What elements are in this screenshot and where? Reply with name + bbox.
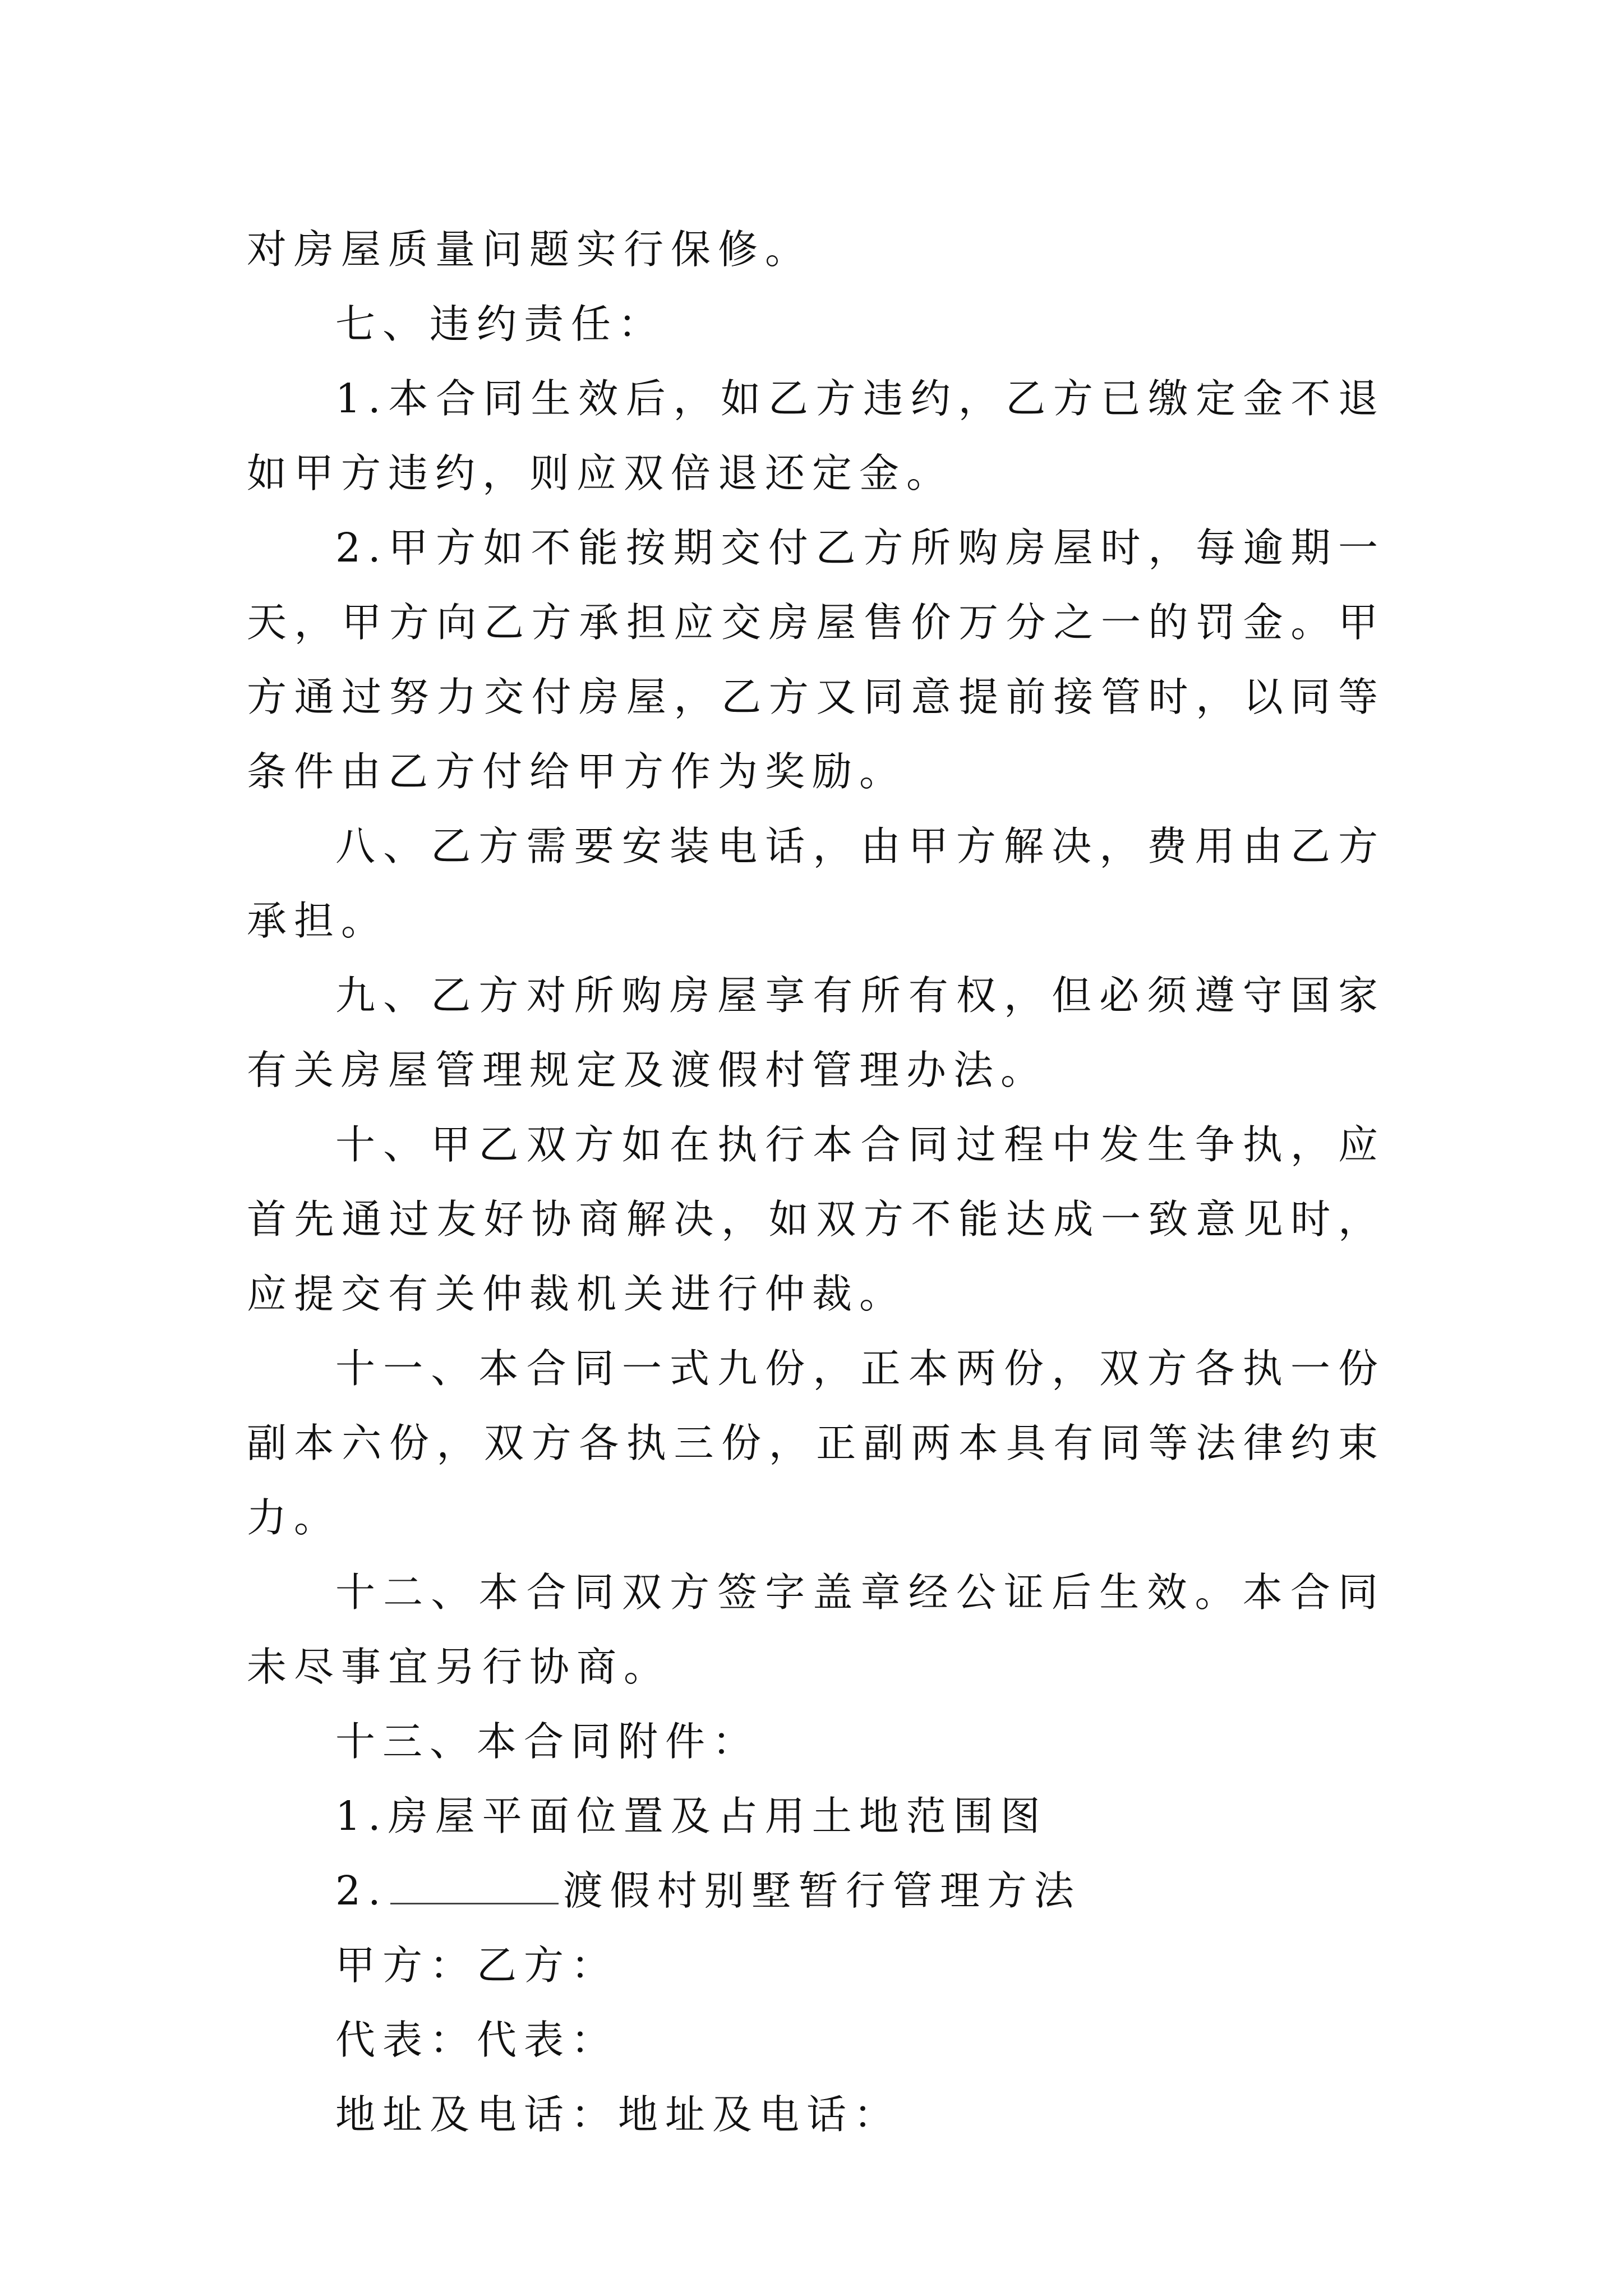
- clause-dispute: 十、甲乙双方如在执行本合同过程中发生争执，应首先通过友好协商解决，如双方不能达成一致意见时，应提交有关仲裁机关进行仲裁。: [247, 1121, 1385, 1317]
- clause-copies: 十一、本合同一式九份，正本两份，双方各执一份副本六份，双方各执三份，正副两本具有同等法律约束力。: [247, 1345, 1385, 1541]
- attachment-item-2: [247, 1853, 1385, 1928]
- clause-deposit: 1.本合同生效后，如乙方违约，乙方已缴定金不退如甲方违约，则应双倍退还定金。: [247, 375, 1385, 496]
- signature-address-phone: 地址及电话：地址及电话：: [335, 2091, 901, 2138]
- contract-body: [247, 212, 1385, 2152]
- clause-ownership: 九、乙方对所购房屋享有所有权，但必须遵守国家有关房屋管理规定及渡假村管理办法。: [247, 972, 1385, 1093]
- clause-telephone: 八、乙方需要安装电话，由甲方解决，费用由乙方承担。: [247, 823, 1385, 944]
- heading-breach-liability: 七、违约责任：: [335, 301, 666, 347]
- attachment-item-1: 1.房屋平面位置及占用土地范围图: [335, 1793, 1048, 1839]
- signature-representatives: 代表：代表：: [335, 2017, 619, 2063]
- clause-late-delivery: 2.甲方如不能按期交付乙方所购房屋时，每逾期一天，甲方向乙方承担应交房屋售价万分之一的罚金。甲方通过努力交付房屋，乙方又同意提前接管时，以同等条件由乙方付给甲方作为奖励。: [247, 524, 1385, 795]
- attachment-2-prefix: 2.: [335, 1867, 388, 1914]
- clause-effective: 十二、本合同双方签字盖章经公证后生效。本合同未尽事宜另行协商。: [247, 1569, 1385, 1690]
- heading-attachments: 十三、本合同附件：: [335, 1718, 760, 1765]
- paragraph-warranty: 对房屋质量问题实行保修。: [247, 226, 813, 273]
- signature-parties: 甲方：乙方：: [335, 1942, 619, 1989]
- attachment-2-title: 渡假村别墅暂行管理方法: [562, 1867, 1081, 1914]
- blank-fill-line: [390, 1869, 559, 1904]
